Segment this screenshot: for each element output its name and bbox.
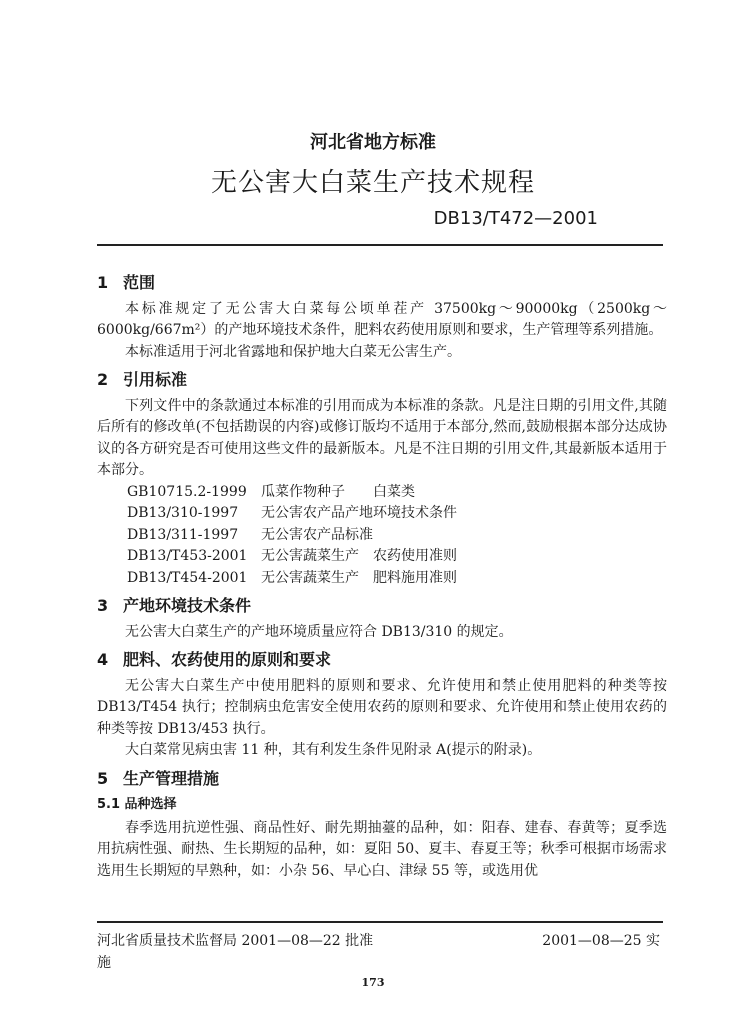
reference-code: DB13/T454-2001: [127, 569, 248, 586]
section-3-heading: [97, 595, 667, 617]
paragraph: 无公害大白菜生产的产地环境质量应符合 DB13/310 的规定。: [125, 623, 513, 640]
paragraph: 春季选用抗逆性强、商品性好、耐先期抽薹的品种，如：阳春、建春、春黄等；夏季选用抗病性强、耐热、生长期短的品种，如：夏阳 50、夏丰、春夏王等；秋季可根据市场需求选用生长期短的早熟种，如：小杂 56、早心白、津绿 55 等，或选用优: [97, 819, 667, 879]
section-number: 4: [97, 650, 109, 669]
section-number: 5: [97, 768, 109, 788]
section-title: 范围: [123, 273, 156, 292]
section-number: 2: [97, 370, 109, 389]
section-number: 1: [97, 273, 109, 292]
effective-date: 2001—08—25 实: [542, 933, 660, 949]
reference-title: 瓜菜作物种子 白菜类: [261, 483, 415, 500]
paragraph: 无公害大白菜生产中使用肥料的原则和要求、允许使用和禁止使用肥料的种类等按 DB13/T454 执行；控制病虫危害安全使用农药的原则和要求、允许使用和禁止使用农药的种类等按 DB13/453 执行。: [97, 677, 667, 737]
document-title: 无公害大白菜生产技术规程: [210, 168, 535, 198]
paragraph: 下列文件中的条款通过本标准的引用而成为本标准的条款。凡是注日期的引用文件,其随后所有的修改单(不包括勘误的内容)或修订版均不适用于本部分,然而,鼓励根据本部分达成协议的各方研究是否可使用这些文件的最新版本。凡是不注日期的引用文件,其最新版本适用于本部分。: [97, 397, 667, 478]
reference-item: [127, 503, 667, 525]
section-title: 产地环境技术条件: [123, 596, 252, 615]
footer-divider: [97, 921, 663, 923]
subsection-heading: 5.1 品种选择: [97, 797, 177, 812]
reference-title: 无公害蔬菜生产 农药使用准则: [261, 548, 457, 564]
approval-line: 河北省质量技术监督局 2001—08—22 批准: [97, 933, 374, 949]
section-title: 生产管理措施: [123, 768, 220, 788]
reference-item: [127, 482, 667, 504]
page-number: 173: [361, 976, 385, 989]
section-title: 引用标准: [123, 370, 188, 389]
section-2-heading: [97, 369, 667, 391]
section-number: 3: [97, 596, 109, 615]
reference-code: DB13/310-1997: [127, 505, 239, 521]
reference-code: GB10715.2-1999: [127, 483, 247, 500]
reference-title: 无公害蔬菜生产 肥料施用准则: [261, 569, 457, 586]
paragraph: 本标准规定了无公害大白菜每公顷单茬产 37500kg～90000kg（2500kg～6000kg/667m²）的产地环境技术条件，肥料农药使用原则和要求，生产管理等系列措施。: [97, 300, 667, 338]
reference-list: [97, 482, 667, 590]
reference-code: DB13/T453-2001: [127, 548, 248, 564]
standard-org: 河北省地方标准: [310, 132, 436, 153]
approval-note: [97, 930, 373, 974]
document-body: [97, 266, 667, 882]
paragraph: 本标准适用于河北省露地和保护地大白菜无公害生产。: [125, 343, 461, 360]
approval-line: 施: [97, 955, 111, 971]
reference-item: [127, 525, 667, 547]
reference-item: [127, 568, 667, 590]
paragraph: 大白菜常见病虫害 11 种，其有利发生条件见附录 A(提示的附录)。: [125, 742, 542, 758]
standard-code: DB13/T472—2001: [433, 208, 598, 229]
section-title: 肥料、农药使用的原则和要求: [123, 650, 332, 669]
reference-code: DB13/311-1997: [127, 526, 239, 543]
section-5-heading: [97, 768, 667, 790]
section-1-heading: [97, 272, 667, 294]
reference-title: 无公害农产品产地环境技术条件: [261, 505, 457, 521]
reference-item: [127, 546, 667, 568]
section-4-heading: [97, 649, 667, 671]
header-divider: [97, 244, 663, 246]
reference-title: 无公害农产品标准: [261, 526, 373, 543]
